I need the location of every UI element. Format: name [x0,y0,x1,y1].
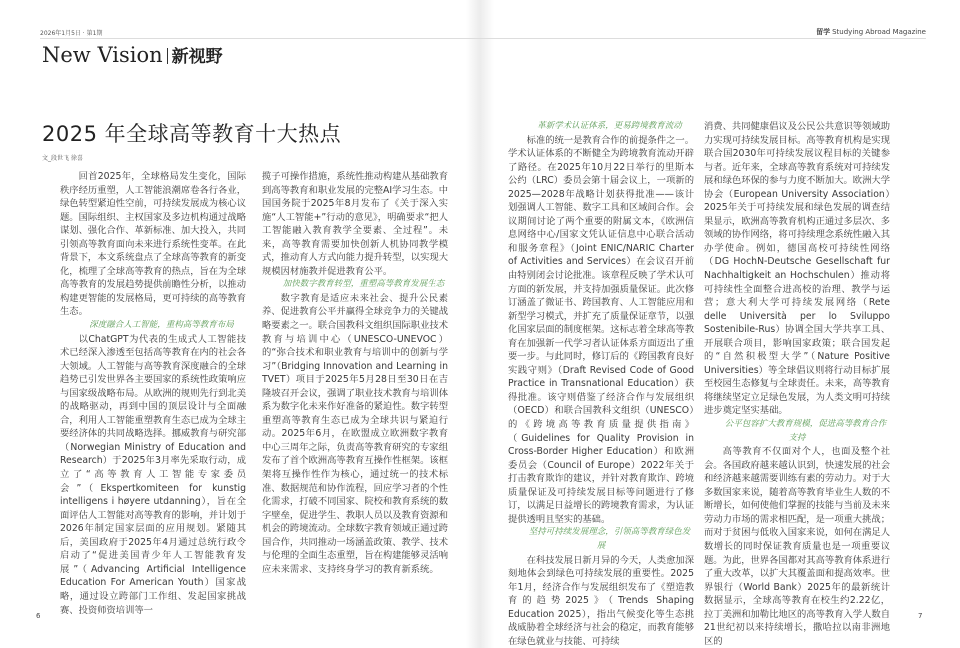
header-divider [40,38,926,39]
subheading: 革新学术认证体系，更易跨境教育流动 [537,121,682,131]
article-column-3 [508,120,694,647]
section-title-cn: 新视野 [171,47,223,67]
paragraph: 揽子可操作措施，系统性推动构建从基础教育到高等教育和职业发展的完整AI学习生态。中国国务院于2025年8月发布了《关于深入实施“人工智能+”行动的意见》，明确要求“把人工智能融入教育教学全要素、全过程”。未来，高等教育需要加快创新人机协同教学模式，推动育人方式向能力提升转型，以实现大规模因材施教并促进教育公平。 [262,171,448,277]
section-title [42,42,223,67]
issue-date: 2026年1月5日 · 第1期 [40,30,103,37]
article-column-1 [60,170,246,616]
paragraph: 回首2025年，全球格局发生变化，国际秩序经历重塑，人工智能浪潮席卷各行各业，绿色转型紧迫性空前，可持续发展成为核心议题。国际组织、主权国家及多边机构通过战略谋划、强化合作、革新标准、加大投入，共同引领高等教育面向未来进行系统性变革。在此背景下，本文系统盘点了全球高等教育的新变化，梳理了全球高等教育的热点，旨在为全球高等教育的发展趋势提供前瞻性分析，以推动构建更智能的发展格局，更可持续的高等教育生态。 [60,171,246,318]
article-column-2 [262,170,448,606]
paragraph: 以ChatGPT为代表的生成式人工智能技术已经深入渗透至包括高等教育在内的社会各大领域。人工智能与高等教育深度融合的全球趋势已引发世界各主要国家的系统性政策响应与国家级战略布局。从欧洲的规则先行到北美的战略驱动，再到中国的顶层设计与全面融合，利用人工智能重塑教育生态已成为全球主要经济体的共同战略选择。挪威教育与研究部（Norwegian Ministry of Education and Research）于2025年3月率先采取行动，成立了“高等教育人工智能专家委员会”（Ekspertkomiteen for kunstig intelligens i høyere utdanning），旨在全面评估人工智能对高等教育的影响，并计划于2026年制定国家层面的应用规划。紧随其后，美国政府于2025年4月通过总统行政令启动了“促进美国青少年人工智能教育发展”（Advancing Artificial Intelligence Education For American Youth）国家战略，通过设立跨部门工作组、发起国家挑战赛、投资师资培训等一 [60,333,246,616]
subheading: 公平包容扩大教育规模，促进高等教育合作支持 [724,419,887,443]
section-divider [167,48,168,64]
magazine-title: Studying Abroad Magazine [832,28,926,36]
paragraph: 标准的统一是教育合作的前提条件之一。学术认证体系的不断健全为跨境教育流动开辟了路径。在2025年10月22日举行的里斯本公约（LRC）委员会第十届会议上，一项新的2025—2028年战略计划获得批准——该计划强调人工智能、数字工具和区域间合作。会议期间讨论了两个重要的附属文本，《欧洲信息网络中心/国家文凭认证信息中心联合活动和服务章程》（Joint ENIC/NARIC Charter of Activities and Services）在会议召开前由特别闭会讨论批准。该章程反映了学术认可方面的新发展，并支持加强质量保证。此次修订涵盖了微证书、跨国教育、人工智能应用和新型学习模式，并扩充了质量保证章节，以强化国家层面的制度框架。这标志着全球高等教育在加强新一代学习者认证体系方面迈出了重要一步。与此同时，修订后的《跨国教育良好实践守则》（Draft Revised Code of Good Practice in Transnational Education）获得批准。该守则借鉴了经济合作与发展组织（OECD）和联合国教科文组织（UNESCO）的《跨境高等教育质量提供指南》（Guidelines for Quality Provision in Cross-Border Higher Education）和欧洲委员会（Council of Europe）2022年关于打击教育欺诈的建议，并针对教育欺诈、跨境质量保证及可持续发展目标等问题进行了修订，以满足日益增长的跨境教育需求，为认证提供透明且坚实的基础。 [508,134,694,525]
paragraph: 数字教育是适应未来社会、提升公民素养、促进教育公平并赢得全球竞争力的关键战略要素之一。联合国教科文组织国际职业技术教育与培训中心（UNESCO-UNEVOC）的“弥合技术和职业教育与培训中的创新与学习”（Bridging Innovation and Learning in TVET）项目于2025年5月28日至30日在吉隆坡召开会议，强调了职业技术教育与培训体系为数字化未来作好准备的紧迫性。数字转型重塑高等教育生态已成为全球共识与紧迫行动。2025年6月，在欧盟成立欧洲数字教育中心三周年之际，负责高等教育研究的专家组发布了首个欧洲高等教育互操作性框架。该框架将互操作性作为核心，通过统一的技术标准、数据规范和协作流程，回应学习者的个性化需求，打破不同国家、院校和教育系统的数字壁垒，促进学生、教职人员以及教育资源和机会的跨境流动。全球数字教育领域正通过跨国合作，共同推动一场涵盖政策、教学、技术与伦理的全面生态重塑，旨在构建能够灵活响应未来需求、支持终身学习的教育新系统。 [262,292,448,575]
paragraph: 高等教育不仅面对个人，也面及整个社会。各国政府越来越认识到，快速发展的社会和经济越来越需要训练有素的劳动力。对于大多数国家来说，随着高等教育毕业生人数的不断增长，如何使他们掌握的技能与当前及未来劳动力市场的需求相匹配，是一项重大挑战；而对于贫困与低收入国家来说，如何在满足人数增长的同时保证教育质量也是一项重要议题。为此，世界各国都对其高等教育体系进行了重大改革，以扩大其覆盖面和提高效率。世界银行（World Bank）2025年的最新统计数据显示，全球高等教育在校生约2.22亿，拉丁美洲和加勒比地区的高等教育入学人数自21世纪初以来持续增长，撒哈拉以南非洲地区的 [704,446,890,647]
paragraph: 在科技发展日新月异的今天，人类愈加深刻地体会到绿色可持续发展的重要性。2025年1月，经济合作与发展组织发布了《塑造教育的趋势2025》（Trends Shaping Education 2025），指出气候变化等生态挑战威胁着全球经济与社会的稳定，而教育能够在绿色就业与技能、可持续 [508,554,694,647]
magazine-logo: 留学 [816,28,831,36]
article-column-4 [704,120,890,647]
subheading: 加快数字教育转型，重塑高等教育发展生态 [282,279,445,290]
article-byline: 文_段世飞 徐喜 [42,155,83,162]
page-number-left: 6 [36,612,41,620]
article-title: 2025 年全球高等教育十大热点 [42,122,342,146]
section-title-en: New Vision [42,43,163,67]
subheading: 深度融合人工智能，重构高等教育布局 [89,320,234,331]
subheading: 坚持可持续发展理念，引领高等教育绿色发展 [528,527,691,551]
magazine-name [816,27,926,37]
page-gutter [466,0,494,648]
paragraph: 消费、共同健康倡议及公民公共意识等领域助力实现可持续发展目标。高等教育机构是实现联合国2030年可持续发展议程目标的关键参与者。近年来，全球高等教育系统对可持续发展和绿色环保的参与力度不断加大。欧洲大学协会（European University Association）2025年关于可持续发展和绿色发展的调查结果显示，欧洲高等教育机构正通过多层次、多领域的协作网络，将可持续理念系统性融入其办学使命。例如，德国高校可持续性网络（DG HochN-Deutsche Gesellschaft fur Nachhaltigkeit an Hochschulen）推动将可持续性全面整合进高校的治理、教学与运营；意大利大学可持续发展网络（Rete delle Università per lo Sviluppo Sostenibile-Rus）协调全国大学共享工具、开展联合项目，影响国家政策；联合国发起的“自然积极型大学”（Nature Positive Universities）等全球倡议则将行动目标扩展至校园生态修复与全球责任。未来，高等教育将继续坚定立足绿色发展，为人类文明可持续进步奠定坚实基础。 [704,121,890,417]
page-number-right: 7 [918,612,923,620]
